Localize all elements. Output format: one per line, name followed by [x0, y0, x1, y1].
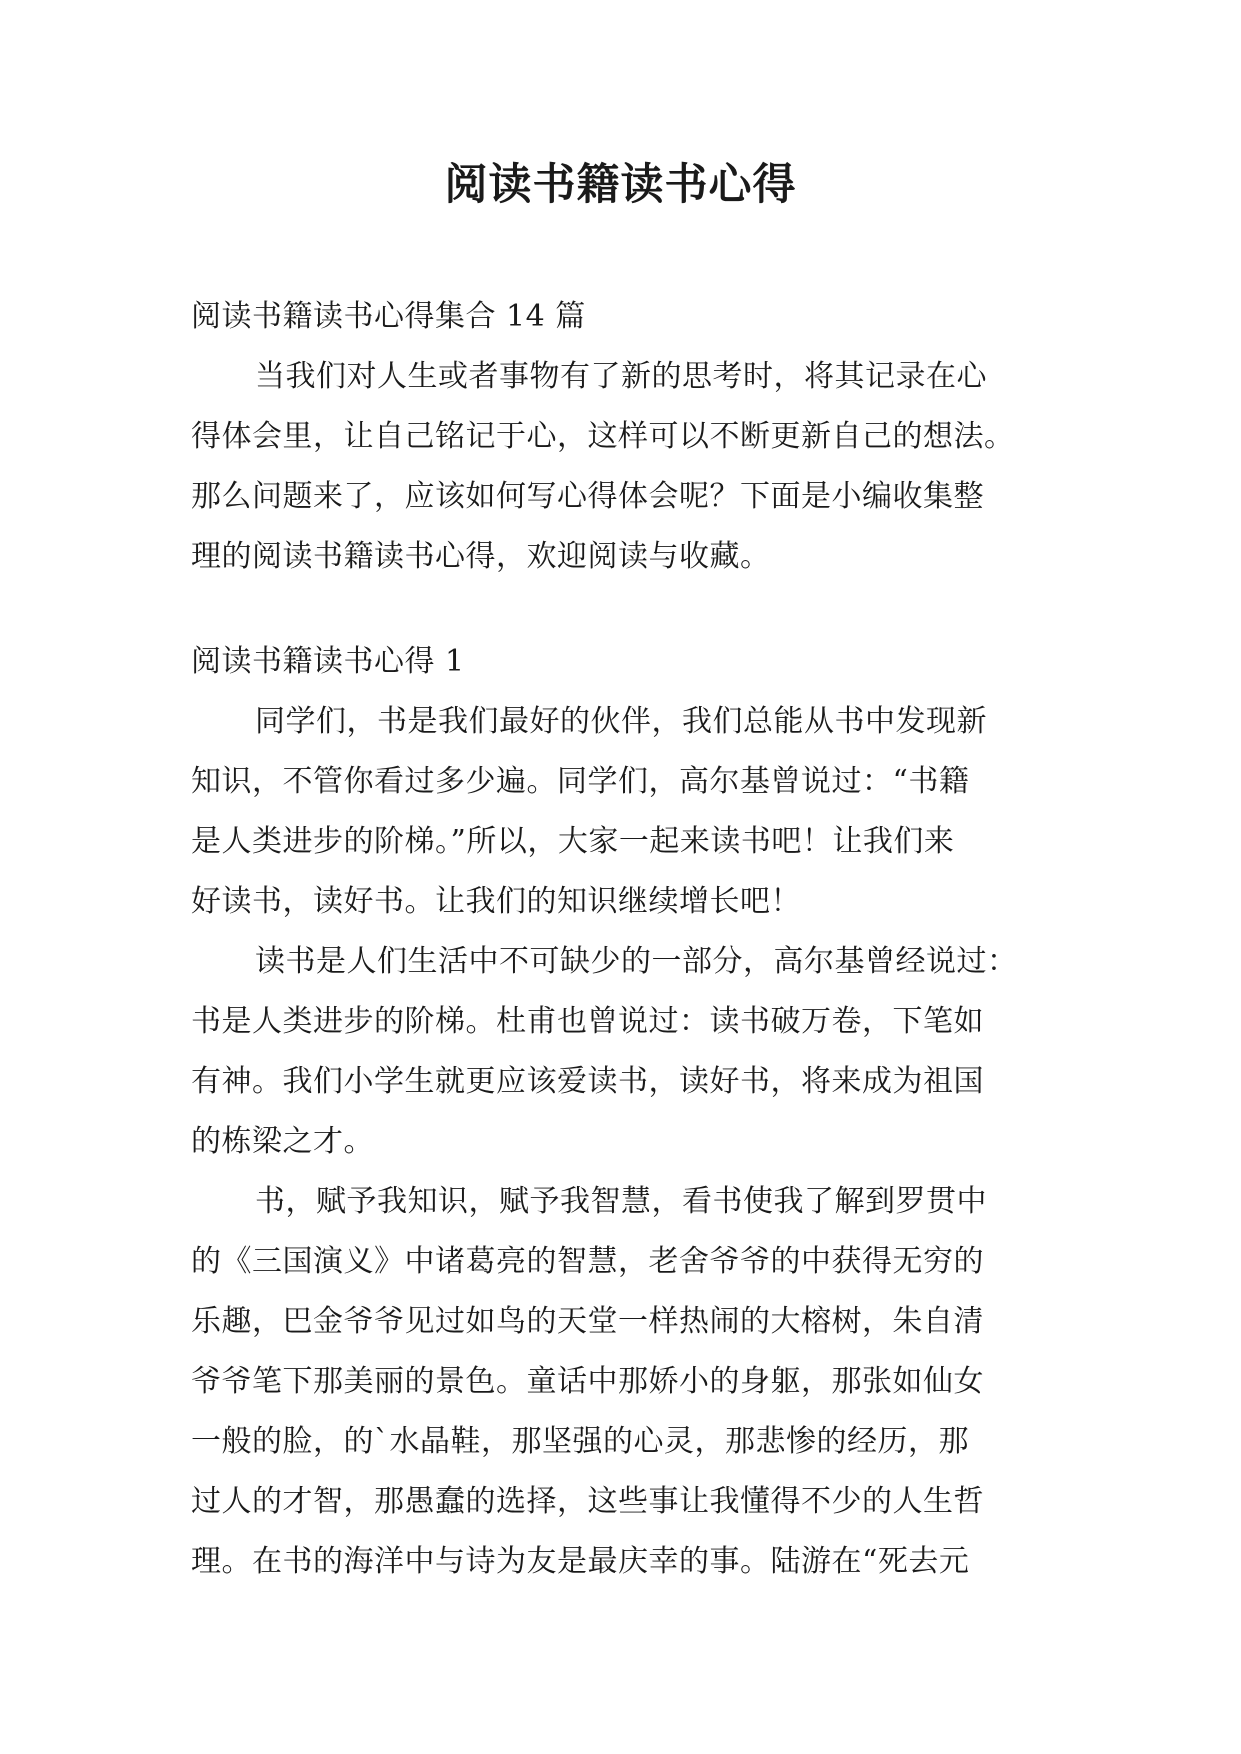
- document-title: 阅读书籍读书心得: [444, 160, 797, 210]
- text-line: 过人的才智，那愚蠢的选择，这些事让我懂得不少的人生哲: [191, 1484, 984, 1519]
- text-line: 阅读书籍读书心得 1: [191, 644, 465, 679]
- text-line: 理的阅读书籍读书心得，欢迎阅读与收藏。: [191, 539, 771, 574]
- text-line: 一般的脸，的`水晶鞋，那坚强的心灵，那悲惨的经历，那: [191, 1424, 969, 1459]
- text-line: 的栋梁之才。: [191, 1124, 374, 1159]
- section-heading: [191, 632, 1051, 692]
- text-line: 阅读书籍读书心得集合 14 篇: [191, 299, 586, 334]
- paragraph: [191, 932, 1051, 1172]
- text-line: 知识，不管你看过多少遍。同学们，高尔基曾说过：“书籍: [191, 764, 970, 799]
- document-body: [191, 287, 1051, 1592]
- text-line: 那么问题来了，应该如何写心得体会呢？下面是小编收集整: [191, 479, 984, 514]
- text-line: 理。在书的海洋中与诗为友是最庆幸的事。陆游在“死去元: [191, 1544, 970, 1579]
- text-line: 好读书，读好书。让我们的知识继续增长吧！: [191, 884, 801, 919]
- text-line: 读书是人们生活中不可缺少的一部分，高尔基曾经说过：: [255, 944, 1018, 979]
- section-heading: [191, 287, 1051, 347]
- text-line: 书，赋予我知识，赋予我智慧，看书使我了解到罗贯中: [255, 1184, 987, 1219]
- text-line: 同学们，书是我们最好的伙伴，我们总能从书中发现新: [255, 704, 987, 739]
- section-spacer: [191, 587, 1051, 632]
- text-line: 当我们对人生或者事物有了新的思考时，将其记录在心: [255, 359, 987, 394]
- paragraph: [191, 1172, 1051, 1592]
- text-line: 是人类进步的阶梯。”所以，大家一起来读书吧！让我们来: [191, 824, 955, 859]
- paragraph: [191, 347, 1051, 587]
- text-line: 乐趣，巴金爷爷见过如鸟的天堂一样热闹的大榕树，朱自清: [191, 1304, 984, 1339]
- text-line: 书是人类进步的阶梯。杜甫也曾说过：读书破万卷，下笔如: [191, 1004, 984, 1039]
- text-line: 得体会里，让自己铭记于心，这样可以不断更新自己的想法。: [191, 419, 1015, 454]
- text-line: 有神。我们小学生就更应该爱读书，读好书，将来成为祖国: [191, 1064, 984, 1099]
- text-line: 爷爷笔下那美丽的景色。童话中那娇小的身躯，那张如仙女: [191, 1364, 984, 1399]
- text-line: 的《三国演义》中诸葛亮的智慧，老舍爷爷的中获得无穷的: [191, 1244, 984, 1279]
- paragraph: [191, 692, 1051, 932]
